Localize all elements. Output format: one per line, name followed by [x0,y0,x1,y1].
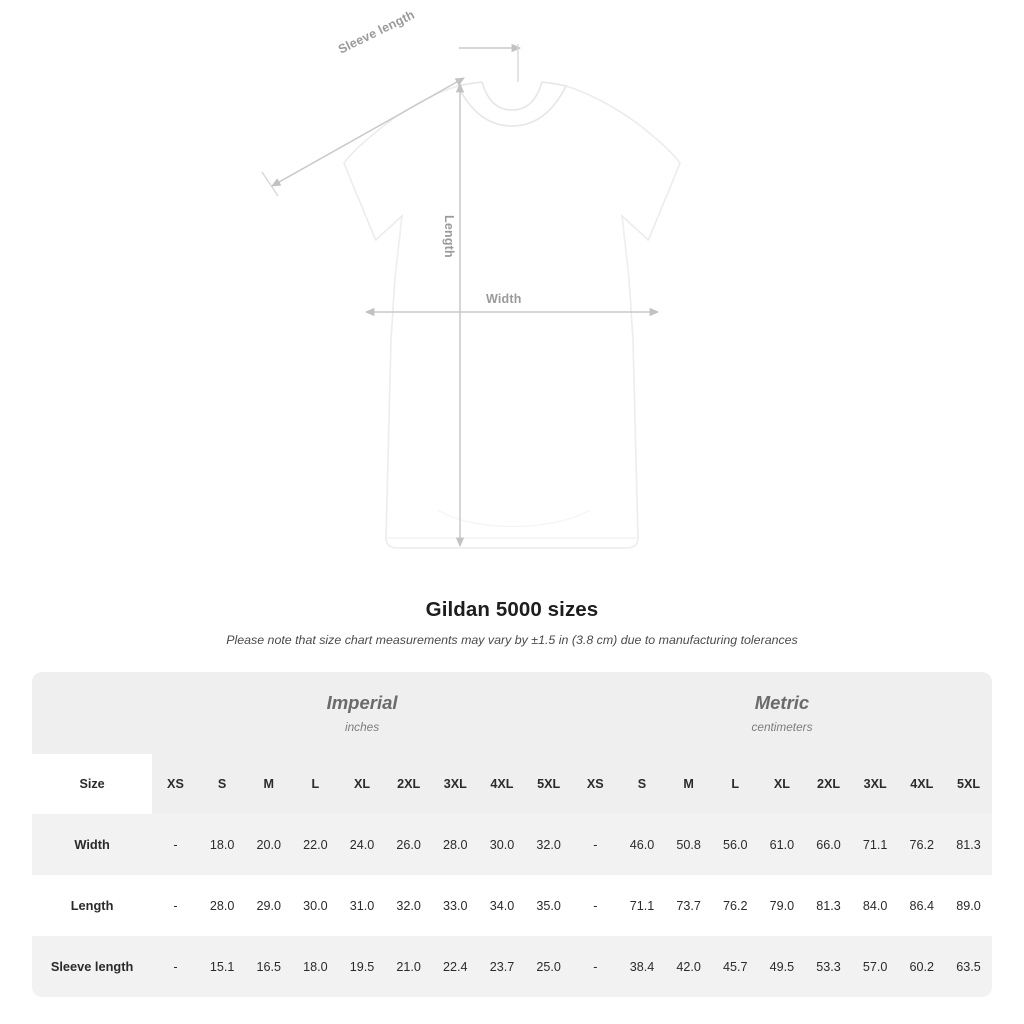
cell-metric-3xl: 71.1 [852,814,899,875]
cell-imperial-m: 16.5 [245,936,292,997]
column-header-metric-xs: XS [572,754,619,814]
cell-imperial-xl: 31.0 [339,875,386,936]
column-header-metric-s: S [619,754,666,814]
row-label: Sleeve length [32,936,152,997]
cell-imperial-xs: - [152,875,199,936]
unit-banner-imperial [152,672,572,754]
cell-metric-3xl: 57.0 [852,936,899,997]
column-header-imperial-5xl: 5XL [525,754,572,814]
cell-metric-5xl: 89.0 [945,875,992,936]
column-header-imperial-s: S [199,754,246,814]
cell-imperial-5xl: 25.0 [525,936,572,997]
cell-metric-s: 38.4 [619,936,666,997]
table-row [32,936,992,997]
unit-banner-row [32,672,992,754]
cell-imperial-xs: - [152,936,199,997]
cell-imperial-l: 22.0 [292,814,339,875]
cell-metric-xs: - [572,875,619,936]
cell-metric-l: 45.7 [712,936,759,997]
cell-metric-s: 46.0 [619,814,666,875]
cell-imperial-4xl: 23.7 [479,936,526,997]
cell-metric-l: 56.0 [712,814,759,875]
size-table [32,672,992,997]
column-header-imperial-2xl: 2XL [385,754,432,814]
cell-metric-s: 71.1 [619,875,666,936]
cell-imperial-s: 18.0 [199,814,246,875]
cell-imperial-4xl: 34.0 [479,875,526,936]
cell-metric-2xl: 66.0 [805,814,852,875]
cell-imperial-4xl: 30.0 [479,814,526,875]
column-header-imperial-m: M [245,754,292,814]
column-header-imperial-xs: XS [152,754,199,814]
unit-subtitle: centimeters [751,720,813,734]
cell-imperial-l: 18.0 [292,936,339,997]
column-header-row [32,754,992,814]
column-header-metric-m: M [665,754,712,814]
column-header-metric-5xl: 5XL [945,754,992,814]
cell-imperial-3xl: 28.0 [432,814,479,875]
column-header-metric-l: L [712,754,759,814]
column-header-metric-3xl: 3XL [852,754,899,814]
tolerance-note: Please note that size chart measurements may vary by ±1.5 in (3.8 cm) due to manufacturing tolerances [226,633,798,647]
cell-metric-xl: 61.0 [759,814,806,875]
unit-name: Imperial [326,692,398,713]
cell-imperial-5xl: 32.0 [525,814,572,875]
cell-imperial-3xl: 33.0 [432,875,479,936]
column-header-imperial-xl: XL [339,754,386,814]
cell-metric-m: 73.7 [665,875,712,936]
cell-metric-xs: - [572,936,619,997]
sleeve-length-dimension-label: Sleeve length [336,7,417,57]
width-dimension-label: Width [482,292,526,306]
cell-imperial-s: 28.0 [199,875,246,936]
cell-metric-5xl: 63.5 [945,936,992,997]
row-label: Length [32,875,152,936]
size-table-wrapper [32,672,992,997]
column-header-metric-2xl: 2XL [805,754,852,814]
column-header-metric-4xl: 4XL [898,754,945,814]
cell-imperial-m: 20.0 [245,814,292,875]
cell-metric-4xl: 76.2 [898,814,945,875]
header-size-label: Size [32,754,152,814]
row-label: Width [32,814,152,875]
column-header-imperial-3xl: 3XL [432,754,479,814]
cell-imperial-xl: 19.5 [339,936,386,997]
cell-imperial-l: 30.0 [292,875,339,936]
cell-metric-l: 76.2 [712,875,759,936]
page-title: Gildan 5000 sizes [425,598,599,621]
unit-subtitle: inches [345,720,380,734]
table-row [32,814,992,875]
table-row [32,875,992,936]
cell-metric-xl: 79.0 [759,875,806,936]
cell-metric-4xl: 60.2 [898,936,945,997]
cell-metric-m: 50.8 [665,814,712,875]
cell-imperial-xs: - [152,814,199,875]
cell-metric-xl: 49.5 [759,936,806,997]
cell-imperial-m: 29.0 [245,875,292,936]
column-header-imperial-l: L [292,754,339,814]
length-dimension-label: Length [442,215,456,258]
cell-imperial-s: 15.1 [199,936,246,997]
cell-metric-2xl: 53.3 [805,936,852,997]
cell-metric-3xl: 84.0 [852,875,899,936]
unit-banner-metric [572,672,992,754]
unit-name: Metric [754,692,810,713]
cell-imperial-5xl: 35.0 [525,875,572,936]
cell-imperial-3xl: 22.4 [432,936,479,997]
cell-metric-m: 42.0 [665,936,712,997]
cell-metric-2xl: 81.3 [805,875,852,936]
cell-metric-4xl: 86.4 [898,875,945,936]
unit-banner-spacer [32,672,152,754]
column-header-metric-xl: XL [759,754,806,814]
cell-metric-xs: - [572,814,619,875]
cell-imperial-2xl: 21.0 [385,936,432,997]
cell-imperial-2xl: 32.0 [385,875,432,936]
title-block [0,598,1024,647]
column-header-imperial-4xl: 4XL [479,754,526,814]
cell-imperial-xl: 24.0 [339,814,386,875]
cell-metric-5xl: 81.3 [945,814,992,875]
cell-imperial-2xl: 26.0 [385,814,432,875]
